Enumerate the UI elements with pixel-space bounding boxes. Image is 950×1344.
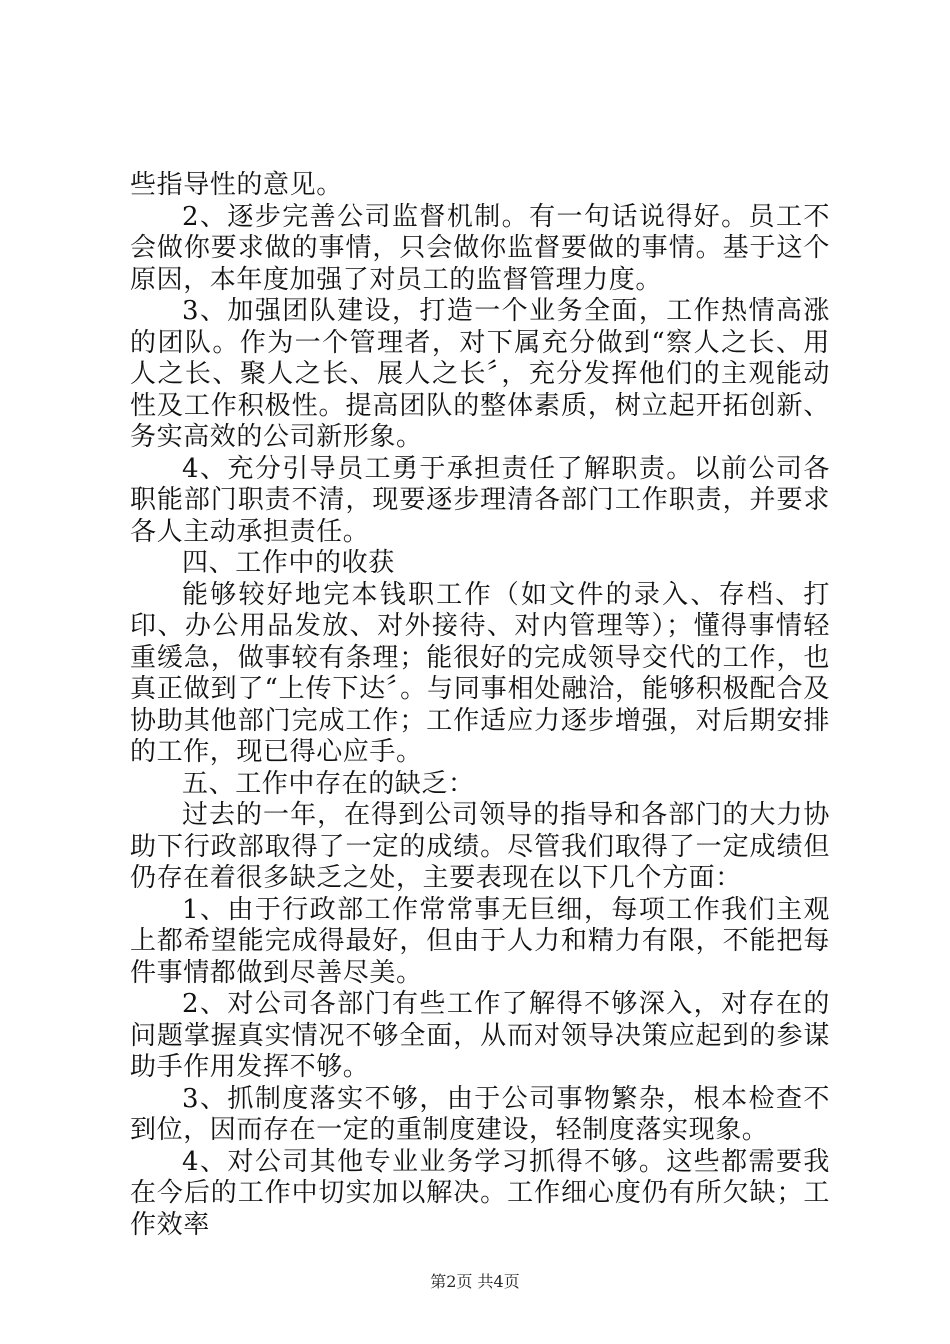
section-heading: 五、工作中存在的缺乏： [182, 768, 475, 799]
paragraph: 3、抓制度落实不够，由于公司事物繁杂，根本检查不到位，因而存在一定的重制度建设，轻制度落实现象。 [130, 1083, 830, 1145]
paragraph: 2、逐步完善公司监督机制。有一句话说得好。员工不会做你要求做的事情，只会做你监督要做的事情。基于这个原因，本年度加强了对员工的监督管理力度。 [130, 201, 830, 295]
paragraph: 些指导性的意见。 [130, 170, 343, 200]
page-number-footer: 第2页 共4页 [430, 1272, 520, 1291]
paragraph: 4、充分引导员工勇于承担责任了解职责。以前公司各职能部门职责不清，现要逐步理清各部门工作职责，并要求各人主动承担责任。 [130, 453, 830, 547]
document-body [130, 170, 830, 1241]
paragraph: 4、对公司其他专业业务学习抓得不够。这些都需要我在今后的工作中切实加以解决。工作细心度仍有所欠缺；工作效率 [130, 1146, 830, 1240]
paragraph: 能够较好地完本钱职工作（如文件的录入、存档、打印、办公用品发放、对外接待、对内管理等）；懂得事情轻重缓急，做事较有条理；能很好的完成领导交代的工作，也真正做到了“上传下达〞。与同事相处融洽，能够积极配合及协助其他部门完成工作；工作适应力逐步增强，对后期安排的工作，现已得心应手。 [130, 579, 830, 767]
paragraph: 1、由于行政部工作常常事无巨细，每项工作我们主观上都希望能完成得最好，但由于人力和精力有限，不能把每件事情都做到尽善尽美。 [130, 894, 830, 988]
paragraph: 3、加强团队建设，打造一个业务全面，工作热情高涨的团队。作为一个管理者，对下属充分做到“察人之长、用人之长、聚人之长、展人之长〞，充分发挥他们的主观能动性及工作积极性。提高团队的整体素质，树立起开拓创新、务实高效的公司新形象。 [130, 296, 830, 452]
paragraph: 过去的一年，在得到公司领导的指导和各部门的大力协助下行政部取得了一定的成绩。尽管我们取得了一定成绩但仍存在着很多缺乏之处，主要表现在以下几个方面： [130, 800, 830, 893]
paragraph: 2、对公司各部门有些工作了解得不够深入，对存在的问题掌握真实情况不够全面，从而对领导决策应起到的参谋助手作用发挥不够。 [130, 989, 830, 1082]
section-heading: 四、工作中的收获 [182, 548, 395, 578]
